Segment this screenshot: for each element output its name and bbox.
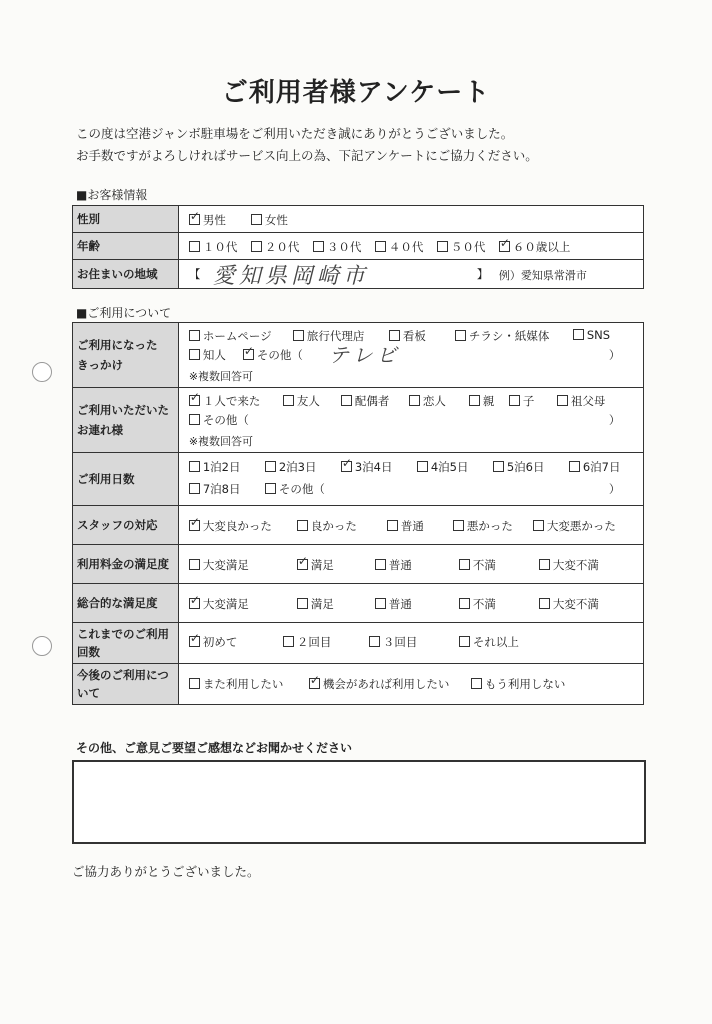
staff-option[interactable]: [453, 518, 513, 534]
option-label: １０代: [202, 240, 238, 254]
option-label: 6泊7日: [582, 460, 621, 474]
companion-multiple-note: ※複数回答可: [188, 435, 254, 448]
history-option[interactable]: [369, 634, 418, 650]
option-label: 配偶者: [354, 394, 390, 408]
days-option[interactable]: [417, 459, 469, 475]
history-option-first[interactable]: [189, 634, 238, 650]
trigger-other-close: ）: [608, 348, 621, 362]
gender-option-female[interactable]: [251, 212, 288, 228]
trigger-other-handwritten[interactable]: テレビ: [328, 343, 401, 367]
future-option[interactable]: [471, 676, 566, 692]
usage-heading: ■ご利用について: [76, 306, 172, 320]
companion-options: [179, 388, 643, 452]
staff-option[interactable]: [387, 518, 424, 534]
history-options: [179, 624, 643, 662]
region-close-bracket: 】: [476, 267, 489, 281]
overall-label: 総合的な満足度: [73, 584, 179, 623]
option-label: 男性: [202, 213, 226, 227]
option-label: 親: [482, 394, 495, 408]
option-label: SNS: [586, 328, 611, 342]
checkbox[interactable]: [341, 461, 352, 472]
option-label: １人で来た: [202, 394, 261, 408]
checkbox[interactable]: [189, 483, 200, 494]
checkbox[interactable]: [459, 559, 470, 570]
companion-option[interactable]: [557, 393, 606, 409]
days-option[interactable]: [189, 481, 241, 497]
checkbox[interactable]: [283, 395, 294, 406]
days-other-close: ）: [608, 482, 621, 496]
option-label: 大変不満: [552, 558, 599, 572]
option-label: 大変不満: [552, 597, 599, 611]
companion-option-other[interactable]: [189, 412, 249, 428]
checkbox[interactable]: [189, 241, 200, 252]
overall-options: [179, 584, 643, 622]
days-option[interactable]: [265, 459, 317, 475]
checkbox[interactable]: [509, 395, 520, 406]
trigger-label: ご利用になった きっかけ: [73, 323, 179, 388]
option-label: 4泊5日: [430, 460, 469, 474]
age-option[interactable]: [313, 239, 362, 255]
checkbox[interactable]: [189, 678, 200, 689]
option-label: 子: [522, 394, 535, 408]
customer-info-heading: ■お客様情報: [76, 188, 148, 202]
checkbox[interactable]: [341, 395, 352, 406]
checkbox[interactable]: [189, 414, 200, 425]
checkbox[interactable]: [297, 598, 308, 609]
checkbox[interactable]: [459, 598, 470, 609]
checkbox[interactable]: [409, 395, 420, 406]
companion-option[interactable]: [283, 393, 320, 409]
gender-options: [179, 206, 643, 232]
option-label: 大変悪かった: [546, 519, 616, 533]
region-field[interactable]: [179, 260, 643, 288]
checkbox[interactable]: [265, 483, 276, 494]
checkbox[interactable]: [189, 559, 200, 570]
price-label: 利用料金の満足度: [73, 545, 179, 584]
checkbox[interactable]: [557, 395, 568, 406]
usage-table: [72, 322, 644, 705]
closing-message: ご協力ありがとうございました。: [72, 864, 260, 879]
trigger-option[interactable]: [573, 328, 610, 342]
companion-other-close: ）: [608, 413, 621, 427]
staff-options: [179, 506, 643, 544]
checkbox[interactable]: [493, 461, 504, 472]
option-label: 5泊6日: [506, 460, 545, 474]
price-option[interactable]: [375, 557, 412, 573]
checkbox[interactable]: [189, 636, 200, 647]
trigger-option[interactable]: [455, 328, 550, 344]
option-label: ２回目: [296, 635, 332, 649]
checkbox[interactable]: [469, 395, 480, 406]
option-label: もう利用しない: [484, 677, 566, 691]
overall-option[interactable]: [539, 596, 599, 612]
days-option[interactable]: [189, 459, 241, 475]
age-options: [179, 233, 643, 259]
future-option-if-opportunity[interactable]: [309, 676, 450, 692]
checkbox[interactable]: [539, 559, 550, 570]
checkbox[interactable]: [569, 461, 580, 472]
checkbox[interactable]: [375, 559, 386, 570]
age-label: 年齢: [73, 233, 179, 260]
option-label: 大変満足: [202, 558, 249, 572]
companion-option[interactable]: [409, 393, 446, 409]
option-label: 満足: [310, 558, 334, 572]
overall-option[interactable]: [459, 596, 496, 612]
price-option[interactable]: [189, 557, 249, 573]
option-label: ３回目: [382, 635, 418, 649]
checkbox[interactable]: [265, 461, 276, 472]
option-label: 普通: [388, 558, 412, 572]
page-title: ご利用者様アンケート: [221, 78, 491, 108]
age-option[interactable]: [375, 239, 424, 255]
trigger-options: [179, 323, 643, 387]
option-label: 2泊3日: [278, 460, 317, 474]
punch-hole: [32, 636, 52, 656]
checkbox[interactable]: [189, 598, 200, 609]
checkbox[interactable]: [471, 678, 482, 689]
region-label: お住まいの地域: [73, 260, 179, 289]
option-label: ３０代: [326, 240, 362, 254]
region-example: 例）愛知県常滑市: [498, 269, 587, 282]
option-label: ホームページ: [202, 329, 272, 343]
option-label: 機会があれば利用したい: [322, 677, 450, 691]
staff-option[interactable]: [297, 518, 357, 534]
option-label: その他（: [256, 348, 303, 362]
comments-heading: その他、ご意見ご要望ご感想などお聞かせください: [76, 741, 353, 755]
option-label: ６０歳以上: [512, 240, 571, 254]
staff-label: スタッフの対応: [73, 506, 179, 545]
option-label: 大変良かった: [202, 519, 272, 533]
checkbox[interactable]: [189, 214, 200, 225]
option-label: 1泊2日: [202, 460, 241, 474]
checkbox[interactable]: [189, 520, 200, 531]
region-open-bracket: 【: [188, 267, 201, 281]
price-option[interactable]: [539, 557, 599, 573]
companion-option[interactable]: [469, 393, 495, 409]
checkbox[interactable]: [297, 520, 308, 531]
option-label: 満足: [310, 597, 334, 611]
age-option[interactable]: [189, 239, 238, 255]
option-label: その他（: [278, 482, 325, 496]
age-option[interactable]: [437, 239, 486, 255]
option-label: 旅行代理店: [306, 329, 365, 343]
days-options: [179, 453, 643, 505]
intro-line-1: この度は空港ジャンボ駐車場をご利用いただき誠にありがとうございました。: [76, 126, 514, 141]
checkbox[interactable]: [417, 461, 428, 472]
trigger-option[interactable]: [189, 328, 272, 344]
checkbox[interactable]: [189, 395, 200, 406]
checkbox[interactable]: [189, 349, 200, 360]
option-label: チラシ・紙媒体: [468, 329, 550, 343]
option-label: 不満: [472, 597, 496, 611]
option-label: それ以上: [472, 635, 519, 649]
overall-option[interactable]: [375, 596, 412, 612]
companion-option[interactable]: [341, 393, 390, 409]
checkbox[interactable]: [375, 241, 386, 252]
trigger-multiple-note: ※複数回答可: [188, 370, 254, 383]
option-label: 恋人: [422, 394, 446, 408]
companion-option-alone[interactable]: [189, 393, 261, 409]
checkbox[interactable]: [459, 636, 470, 647]
age-option-60-plus[interactable]: [499, 239, 571, 255]
days-option-other[interactable]: [265, 481, 325, 497]
checkbox[interactable]: [499, 241, 510, 252]
option-label: 女性: [264, 213, 288, 227]
option-label: 祖父母: [570, 394, 606, 408]
staff-option-very-good[interactable]: [189, 518, 272, 534]
option-label: 3泊4日: [354, 460, 393, 474]
option-label: 初めて: [202, 635, 238, 649]
checkbox[interactable]: [283, 636, 294, 647]
trigger-option-other[interactable]: [243, 347, 303, 363]
history-option[interactable]: [283, 634, 332, 650]
checkbox[interactable]: [243, 349, 254, 360]
checkbox[interactable]: [375, 598, 386, 609]
option-label: 7泊8日: [202, 482, 241, 496]
punch-hole: [32, 362, 52, 382]
checkbox[interactable]: [251, 241, 262, 252]
option-label: ４０代: [388, 240, 424, 254]
checkbox[interactable]: [533, 520, 544, 531]
option-label: 友人: [296, 394, 320, 408]
intro-line-2: お手数ですがよろしければサービス向上の為、下記アンケートにご協力ください。: [76, 148, 538, 163]
option-label: ５０代: [450, 240, 486, 254]
future-options: [179, 664, 643, 704]
trigger-option[interactable]: [189, 347, 226, 363]
history-label: これまでのご利用 回数: [73, 623, 179, 664]
future-option[interactable]: [189, 676, 284, 692]
comments-textbox[interactable]: [72, 760, 646, 844]
checkbox[interactable]: [539, 598, 550, 609]
history-option[interactable]: [459, 634, 519, 650]
checkbox[interactable]: [189, 461, 200, 472]
age-option[interactable]: [251, 239, 300, 255]
region-handwritten-value[interactable]: 愛知県岡崎市: [212, 264, 369, 289]
checkbox[interactable]: [387, 520, 398, 531]
days-option[interactable]: [569, 459, 621, 475]
option-label: 普通: [400, 519, 424, 533]
days-option-3-nights[interactable]: [341, 459, 393, 475]
future-label: 今後のご利用につ いて: [73, 664, 179, 705]
checkbox[interactable]: [251, 214, 262, 225]
companion-option[interactable]: [509, 393, 535, 409]
companion-label: ご利用いただいた お連れ様: [73, 388, 179, 453]
option-label: 大変満足: [202, 597, 249, 611]
staff-option[interactable]: [533, 518, 616, 534]
option-label: ２０代: [264, 240, 300, 254]
checkbox[interactable]: [369, 636, 380, 647]
checkbox[interactable]: [455, 330, 466, 341]
days-label: ご利用日数: [73, 453, 179, 506]
option-label: 悪かった: [466, 519, 513, 533]
checkbox[interactable]: [313, 241, 324, 252]
option-label: その他（: [202, 413, 249, 427]
option-label: 良かった: [310, 519, 357, 533]
overall-option-very-satisfied[interactable]: [189, 596, 249, 612]
option-label: 普通: [388, 597, 412, 611]
checkbox[interactable]: [293, 330, 304, 341]
gender-option-male[interactable]: [189, 212, 226, 228]
option-label: 看板: [402, 329, 426, 343]
customer-info-table: [72, 205, 644, 289]
option-label: 不満: [472, 558, 496, 572]
checkbox[interactable]: [297, 559, 308, 570]
checkbox[interactable]: [437, 241, 448, 252]
price-option[interactable]: [459, 557, 496, 573]
gender-label: 性別: [73, 206, 179, 233]
overall-option[interactable]: [297, 596, 334, 612]
option-label: また利用したい: [202, 677, 284, 691]
checkbox[interactable]: [189, 330, 200, 341]
price-options: [179, 545, 643, 583]
option-label: 知人: [202, 348, 226, 362]
checkbox[interactable]: [309, 678, 320, 689]
checkbox[interactable]: [453, 520, 464, 531]
price-option-satisfied[interactable]: [297, 557, 334, 573]
days-option[interactable]: [493, 459, 545, 475]
checkbox[interactable]: [573, 329, 584, 340]
